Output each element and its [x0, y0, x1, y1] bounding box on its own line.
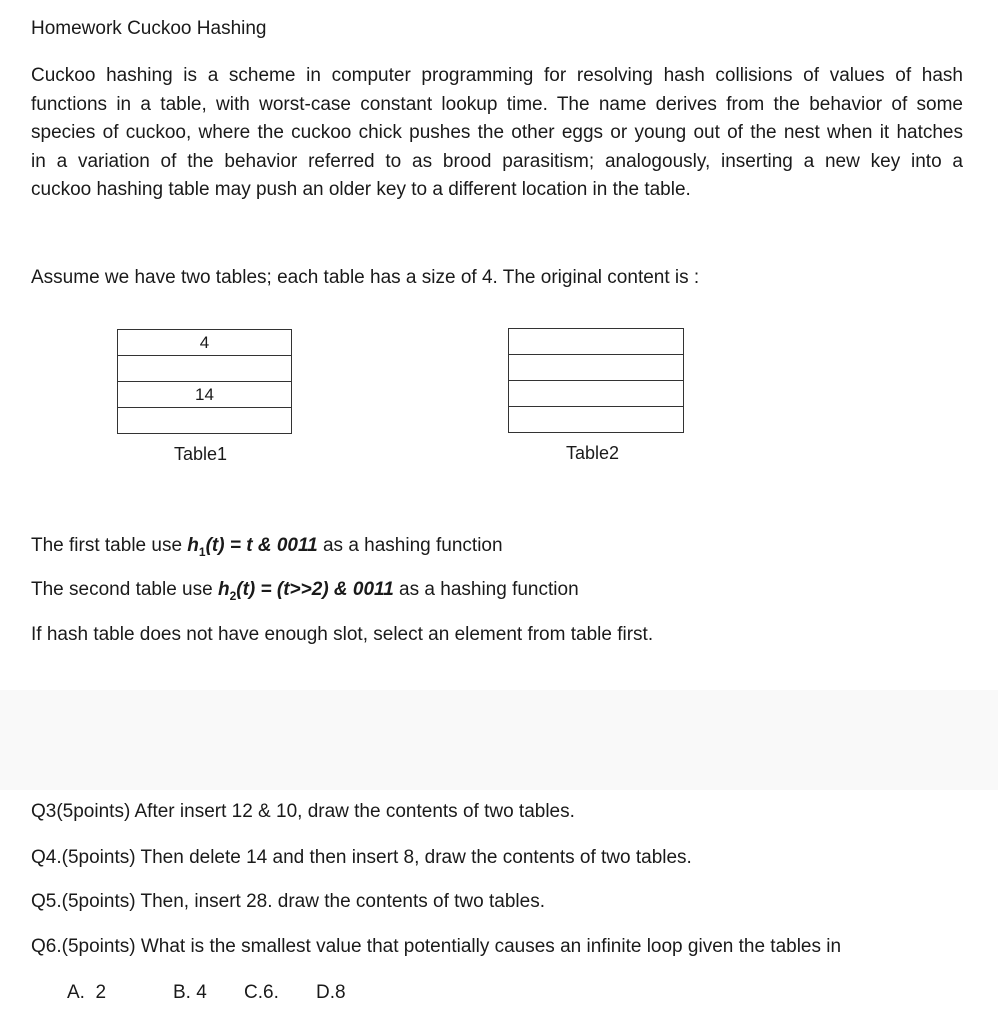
- hash-function-2: [31, 579, 579, 603]
- intro-line: species of cuckoo, where the cuckoo chick pushes the other eggs or young out of the nest when it hatches: [31, 122, 963, 144]
- fn2-expr: (t) = (t>>2) & 0011: [236, 579, 394, 600]
- question-q6: Q6.(5points) What is the smallest value that potentially causes an infinite loop given the tables in: [31, 936, 842, 957]
- intro-line: functions in a table, with worst-case constant lookup time. The name derives from the behavior of some: [31, 93, 963, 115]
- table2: [508, 328, 684, 433]
- fn2-sub: 2: [229, 588, 237, 603]
- option-a: A. 2: [67, 982, 107, 1003]
- table2-cell: [509, 381, 684, 407]
- fn1-suffix: as a hashing function: [317, 535, 503, 556]
- table2-cell: [509, 329, 684, 355]
- fn1-sub: 1: [198, 544, 206, 559]
- fn1-expr: (t) = t & 0011: [205, 535, 318, 556]
- question-q5: Q5.(5points) Then, insert 28. draw the contents of two tables.: [31, 891, 545, 912]
- intro-paragraph: [31, 62, 963, 205]
- question-q4: Q4.(5points) Then delete 14 and then insert 8, draw the contents of two tables.: [31, 847, 692, 868]
- fn2-suffix: as a hashing function: [393, 579, 579, 600]
- hash-function-1: [31, 535, 503, 559]
- table2-cell: [509, 355, 684, 381]
- option-c: C.6.: [244, 982, 279, 1003]
- slot-rule: If hash table does not have enough slot, select an element from table first.: [31, 624, 654, 645]
- redacted-area: [0, 690, 998, 790]
- table2-caption: Table2: [566, 443, 620, 463]
- table2-cell: [509, 407, 684, 433]
- table1-cell: 14: [118, 382, 292, 408]
- question-q3: Q3(5points) After insert 12 & 10, draw the contents of two tables.: [31, 801, 575, 822]
- table1-cell: 4: [118, 330, 292, 356]
- intro-line: cuckoo hashing table may push an older key to a different location in the table.: [31, 179, 691, 201]
- table1-cell: [118, 356, 292, 382]
- page-title: Homework Cuckoo Hashing: [31, 18, 267, 39]
- option-b: B. 4: [173, 982, 207, 1003]
- fn2-h: h: [217, 579, 230, 600]
- assumption-text: Assume we have two tables; each table has a size of 4. The original content is :: [31, 267, 700, 288]
- table1-caption: Table1: [174, 444, 228, 464]
- fn1-h: h: [187, 535, 199, 556]
- table1: [117, 329, 292, 434]
- intro-line: in a variation of the behavior referred to as brood parasitism; analogously, inserting a new key into a: [31, 150, 963, 172]
- fn1-prefix: The first table use: [31, 535, 188, 556]
- option-d: D.8: [316, 982, 346, 1003]
- intro-line: Cuckoo hashing is a scheme in computer programming for resolving hash collisions of values of hash: [31, 65, 963, 86]
- table1-cell: [118, 408, 292, 434]
- fn2-prefix: The second table use: [31, 579, 218, 600]
